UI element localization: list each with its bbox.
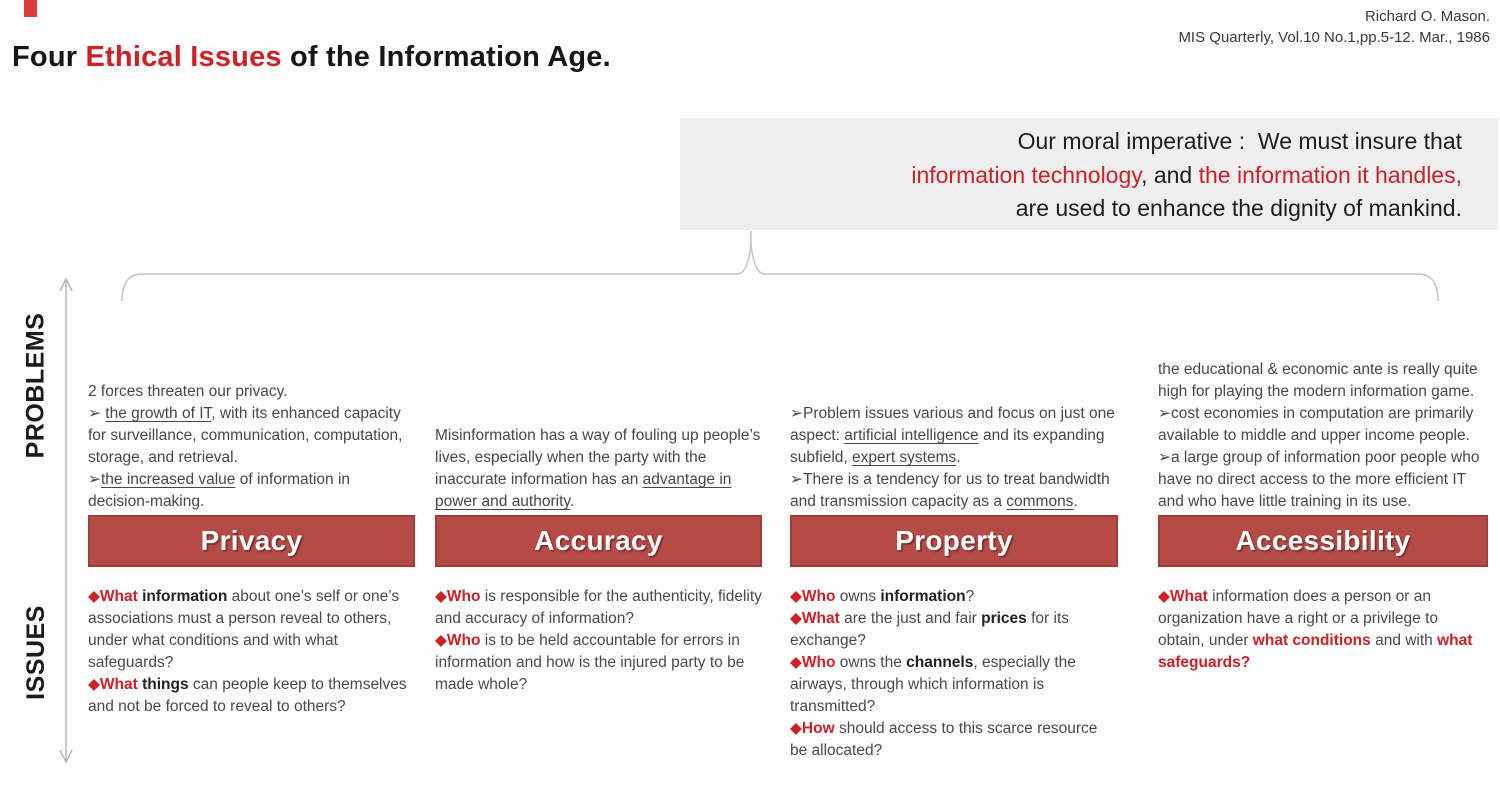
accessibility-problems-text: the educational & economic ante is really quite high for playing the modern information game. ➢cost economies in computation are primarily available to middle and upper income people. ➢a large group of information poor people who have no direct access to the more efficient IT and who have little training in its use. — [1158, 361, 1480, 510]
accessibility-header-bar — [1158, 515, 1488, 567]
privacy-problems-text: 2 forces threaten our privacy. ➢ the growth of IT, with its enhanced capacity for surveillance, communication, computation, storage, and retrieval. ➢the increased value of information in decision-making. — [88, 383, 403, 510]
issues-axis-label-text: ISSUES — [21, 604, 50, 700]
citation-author: Richard O. Mason. — [1364, 8, 1490, 25]
accuracy-problems-text: Misinformation has a way of fouling up people’s lives, especially when the party with the inaccurate information has an advantage in power and authority. — [435, 427, 761, 510]
problems-axis-label-text: PROBLEMS — [21, 312, 50, 458]
privacy-header-bar — [88, 515, 415, 567]
accuracy-header-bar — [435, 515, 762, 567]
accessibility-issues-text: ◆What information does a person or an organization have a right or a privilege to obtain, under what conditions and with what safeguards? — [1158, 588, 1473, 671]
page-title: Four Ethical Issues of the Information Age. — [12, 41, 611, 74]
privacy-header-label: Privacy — [200, 525, 303, 556]
accuracy-issues-text: ◆Who is responsible for the authenticity, fidelity and accuracy of information? ◆Who is to be held accountable for errors in information and how is the injured party to be made whole? — [435, 588, 762, 693]
problems-axis-label — [0, 300, 72, 470]
property-header-label: Property — [895, 525, 1013, 556]
column-privacy — [88, 0, 415, 787]
moral-imperative-box: Our moral imperative : We must insure that information technology, and the information it handles, are used to enhance the dignity of mankind. — [680, 118, 1498, 230]
privacy-issues-text: ◆What information about one’s self or one’s associations must a person reveal to others, under what conditions and with what safeguards? ◆What things can people keep to themselves and not be forced to reveal to others? — [88, 588, 407, 715]
column-property — [790, 0, 1118, 787]
accuracy-header-label: Accuracy — [534, 525, 663, 556]
accessibility-header-label: Accessibility — [1235, 525, 1411, 556]
citation-source: MIS Quarterly, Vol.10 No.1,pp.5-12. Mar., 1986 — [1178, 29, 1490, 46]
column-accessibility — [1158, 0, 1488, 787]
issues-axis-label — [0, 572, 72, 732]
property-header-bar — [790, 515, 1118, 567]
property-problems-text: ➢Problem issues various and focus on just one aspect: artificial intelligence and its expanding subfield, expert systems. ➢There is a tendency for us to treat bandwidth and transmission capacity as a commons. — [790, 405, 1115, 510]
column-accuracy — [435, 0, 762, 787]
property-issues-text: ◆Who owns information? ◆What are the just and fair prices for its exchange? ◆Who owns the channels, especially the airways, through which information is transmitted? ◆How should access to this scarce resource be allocated? — [790, 588, 1098, 759]
corner-mark — [24, 0, 37, 17]
